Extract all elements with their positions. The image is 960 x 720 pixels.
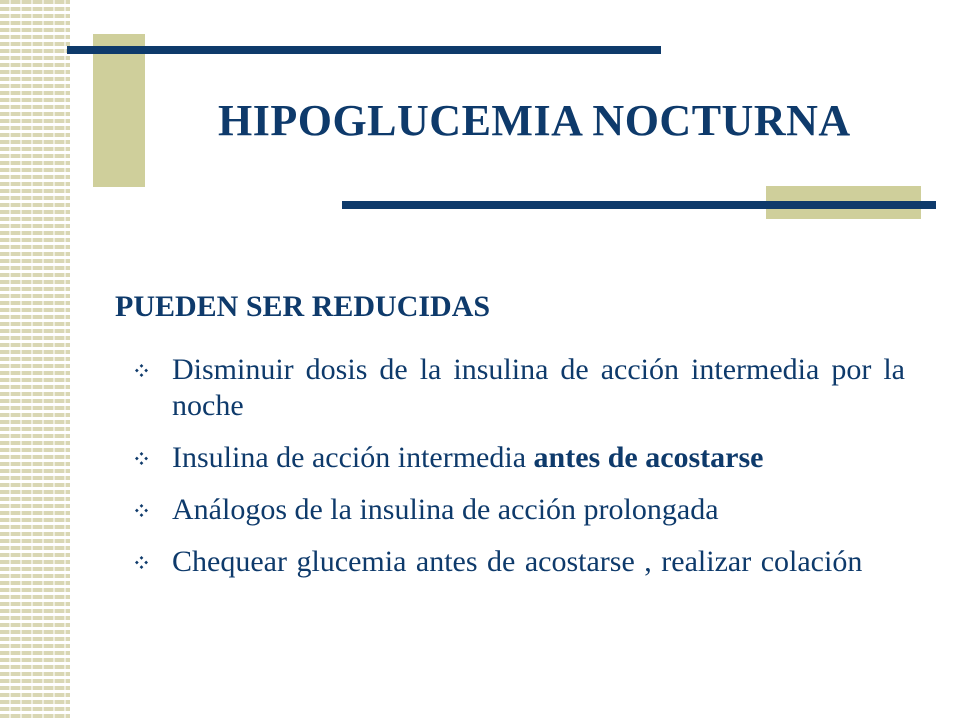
four-diamond-bullet-icon: [135, 364, 148, 377]
four-diamond-bullet-icon: [135, 556, 148, 569]
bullet-text-bold: antes de acostarse: [533, 441, 764, 474]
bullet-list: [130, 352, 905, 596]
bullet-item: [130, 352, 905, 424]
slide-title: HIPOGLUCEMIA NOCTURNA: [218, 96, 851, 145]
bullet-item: [130, 492, 905, 528]
side-stripe-decoration: [0, 0, 70, 720]
bullet-item: [130, 544, 905, 580]
bullet-text: Insulina de acción intermedia: [172, 441, 534, 474]
bullet-text: Chequear glucemia antes de acostarse , realizar colación: [172, 545, 863, 578]
bottom-accent-line: [342, 201, 936, 209]
top-accent-line: [67, 46, 661, 54]
top-accent-block: [93, 34, 145, 187]
four-diamond-bullet-icon: [135, 504, 148, 517]
four-diamond-bullet-icon: [135, 452, 148, 465]
slide-subtitle: PUEDEN SER REDUCIDAS: [115, 290, 491, 323]
bullet-text: Disminuir dosis de la insulina de acción intermedia por la noche: [172, 353, 905, 422]
bullet-text: Análogos de la insulina de acción prolongada: [172, 493, 719, 526]
bullet-item: [130, 440, 905, 476]
